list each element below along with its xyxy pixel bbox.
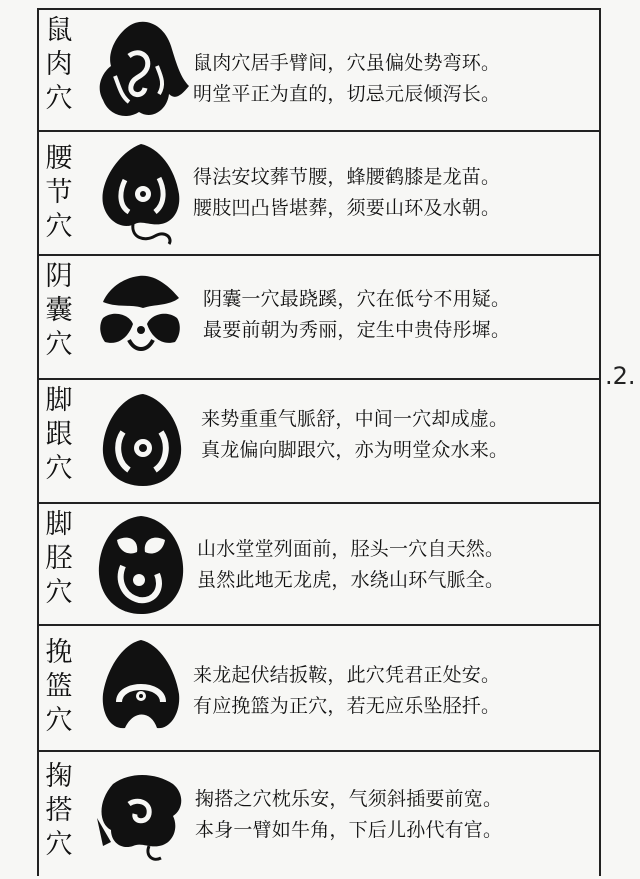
verse-line: 本身一臂如牛角，下后儿孙代有官。 xyxy=(195,819,503,841)
terrain-figure xyxy=(89,632,193,740)
acupoint-name: 脚 胫 穴 xyxy=(45,509,73,608)
verse-line: 最要前朝为秀丽，定生中贵侍彤墀。 xyxy=(203,319,511,341)
entry-row xyxy=(37,502,599,624)
entry-row xyxy=(37,130,599,254)
verse-line: 鼠肉穴居手臂间，穴虽偏处势弯环。 xyxy=(193,52,501,74)
verse-line: 阴囊一穴最跷蹊，穴在低兮不用疑。 xyxy=(203,288,511,310)
terrain-figure xyxy=(89,138,193,246)
terrain-figure xyxy=(89,16,193,124)
acupoint-name: 掬 搭 穴 xyxy=(45,761,73,860)
acupoint-name: 鼠 肉 穴 xyxy=(45,15,73,114)
verse-line: 掬搭之穴枕乐安，气须斜插要前宽。 xyxy=(195,788,503,810)
entry-row xyxy=(37,378,599,502)
entry-row xyxy=(37,8,599,130)
verse-line: 来势重重气脈舒，中间一穴却成虚。 xyxy=(201,408,509,430)
verse-line: 真龙偏向脚跟穴，亦为明堂众水来。 xyxy=(201,439,509,461)
acupoint-name: 挽 篮 穴 xyxy=(45,637,73,736)
verse-line: 腰肢凹凸皆堪葬，须要山环及水朝。 xyxy=(193,197,501,219)
terrain-figure xyxy=(89,758,193,866)
verse-line: 虽然此地无龙虎，水绕山环气脈全。 xyxy=(197,569,505,591)
terrain-figure xyxy=(89,510,193,618)
entry-row xyxy=(37,624,599,750)
acupoint-name: 阴 囊 穴 xyxy=(45,261,73,360)
acupoint-name: 腰 节 穴 xyxy=(45,143,73,242)
verse-line: 得法安坟葬节腰，蜂腰鹤膝是龙苗。 xyxy=(193,166,501,188)
entry-row xyxy=(37,254,599,378)
page-number: .2. xyxy=(605,362,636,390)
verse-line: 山水堂堂列面前，胫头一穴自天然。 xyxy=(197,538,505,560)
verse-line: 有应挽篮为正穴，若无应乐坠胫扦。 xyxy=(193,695,501,717)
terrain-figure xyxy=(89,262,193,370)
entry-row xyxy=(37,750,599,879)
verse-line: 明堂平正为直的，切忌元辰倾泻长。 xyxy=(193,83,501,105)
acupoint-name: 脚 跟 穴 xyxy=(45,385,73,484)
terrain-figure xyxy=(89,386,193,494)
verse-line: 来龙起伏结扳鞍，此穴凭君正处安。 xyxy=(193,664,501,686)
